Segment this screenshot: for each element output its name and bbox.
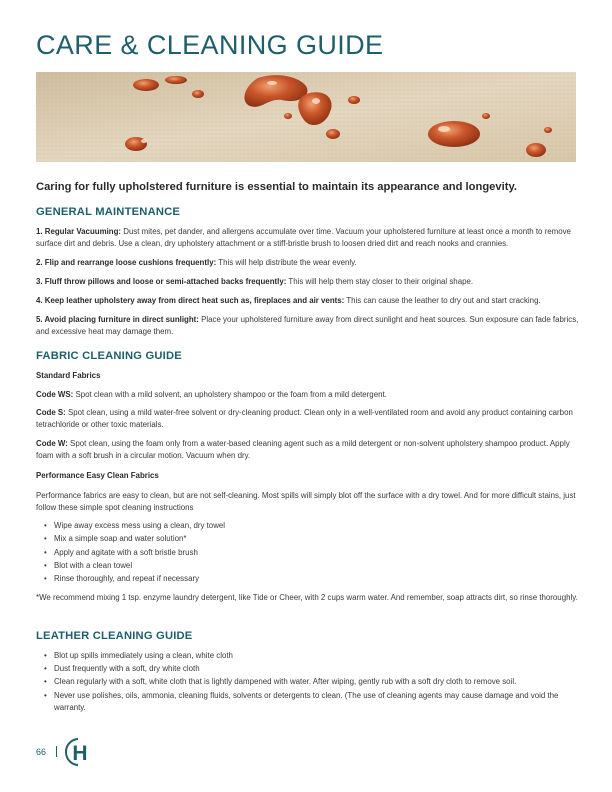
spot-cleaning-steps bbox=[44, 519, 584, 585]
general-maintenance-heading: GENERAL MAINTENANCE bbox=[36, 206, 181, 218]
list-item: • Mix a simple soap and water solution* bbox=[44, 532, 584, 545]
performance-fabrics-subheading: Performance Easy Clean Fabrics bbox=[36, 471, 159, 480]
leather-care-list bbox=[44, 650, 584, 715]
list-item: • Never use polishes, oils, ammonia, cleaning fluids, solvents or detergents to clean. (The use of cleaning agents may cause damage and void the warranty. bbox=[44, 690, 584, 714]
page-number: 66 bbox=[36, 747, 47, 757]
general-item-4: 4. Keep leather upholstery away from direct heat such as, fireplaces and air vents: This can cause the leather to dry out and start cracking. bbox=[36, 296, 541, 305]
detergent-footnote: *We recommend mixing 1 tsp. enzyme laundry detergent, like Tide or Cheer, with 2 cups warm water. And remember, soap attracts dirt, so rinse thoroughly. bbox=[36, 593, 578, 602]
performance-text: Performance fabrics are easy to clean, but are not self-cleaning. Most spills will simply blot off the surface with a dry towel. And for more difficult stains, just follow these simple spot cleaning instructions bbox=[36, 491, 576, 512]
list-item: • Clean regularly with a soft, white cloth that is lightly dampened with water. After wiping, gently rub with a soft dry cloth to remove soil. bbox=[44, 676, 584, 688]
list-item: • Apply and agitate with a soft bristle brush bbox=[44, 546, 584, 559]
code-w: Code W: Spot clean, using the foam only from a water-based cleaning agent such as a mild detergent or non-solvent upholstery shampoo product. Apply foam with a soft brush in a circular motion. Vacuum when dry. bbox=[36, 439, 570, 460]
spill-photo bbox=[36, 72, 576, 162]
list-item: • Rinse thoroughly, and repeat if necessary bbox=[44, 572, 584, 585]
code-ws: Code WS: Spot clean with a mild solvent, an upholstery shampoo or the foam from a mild detergent. bbox=[36, 390, 387, 399]
list-item: • Blot with a clean towel bbox=[44, 559, 584, 572]
fabric-cleaning-heading: FABRIC CLEANING GUIDE bbox=[36, 350, 182, 362]
page-title: CARE & CLEANING GUIDE bbox=[36, 30, 384, 60]
general-item-2: 2. Flip and rearrange loose cushions frequently: This will help distribute the wear evenly. bbox=[36, 258, 357, 267]
code-s: Code S: Spot clean, using a mild water-free solvent or dry-cleaning product. Clean only in a well-ventilated room and avoid any product containing carbon tetrachloride or other toxic materials. bbox=[36, 408, 573, 429]
intro-text: Caring for fully upholstered furniture is essential to maintain its appearance and longevity. bbox=[36, 181, 517, 193]
footer-divider bbox=[56, 746, 57, 757]
list-item: • Blot up spills immediately using a clean, white cloth bbox=[44, 650, 584, 662]
standard-fabrics-subheading: Standard Fabrics bbox=[36, 371, 101, 380]
brand-logo-icon bbox=[64, 738, 94, 766]
hero-image bbox=[36, 72, 576, 162]
leather-cleaning-heading: LEATHER CLEANING GUIDE bbox=[36, 630, 193, 642]
brand-logo-letter: H bbox=[72, 742, 88, 765]
list-item: • Dust frequently with a soft, dry white cloth bbox=[44, 663, 584, 675]
general-item-3: 3. Fluff throw pillows and loose or semi-attached backs frequently: This will help them stay closer to their original shape. bbox=[36, 277, 474, 286]
general-item-1: 1. Regular Vacuuming: Dust mites, pet dander, and allergens accumulate over time. Vacuum your upholstered furniture at least once a month to remove surface dirt and debris. Use a clean, dry upholstery attachment or a stiff-bristle brush to loosen dried dirt and reach nooks and crannies. bbox=[36, 227, 571, 248]
list-item: • Wipe away excess mess using a clean, dry towel bbox=[44, 519, 584, 532]
general-item-5: 5. Avoid placing furniture in direct sunlight: Place your upholstered furniture away from direct sunlight and heat sources. Sun exposure can fade fabrics, and excessive heat may damage them. bbox=[36, 315, 579, 336]
